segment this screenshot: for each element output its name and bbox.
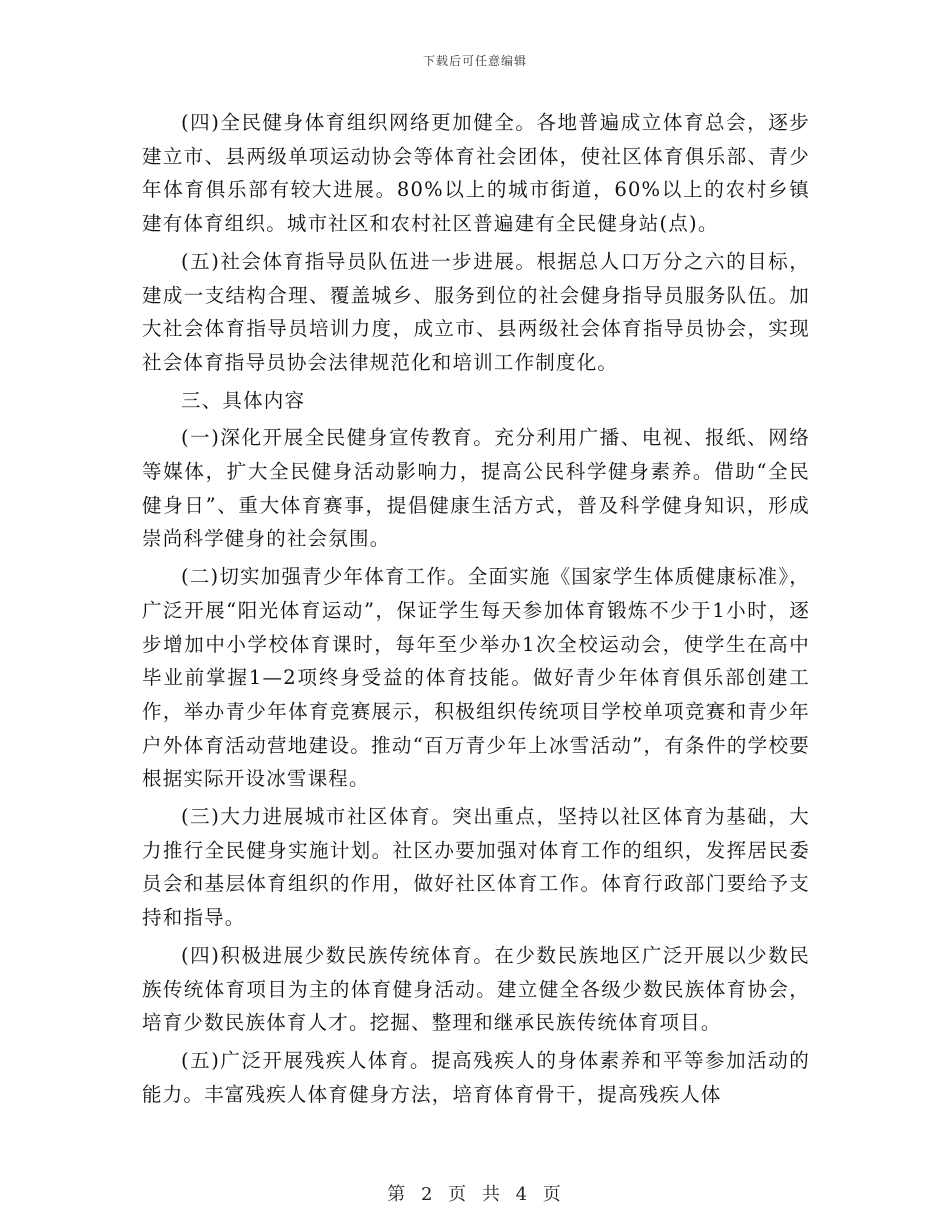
paragraph-content-3: (三)大力进展城市社区体育。突出重点，坚持以社区体育为基础，大力推行全民健身实施计划。社区办要加强对体育工作的组织，发挥居民委员会和基层体育组织的作用，做好社区体育工作。体育行政部门要给予支持和指导。 <box>142 805 810 930</box>
paragraph-content-1: (一)深化开展全民健身宣传教育。充分利用广播、电视、报纸、网络等媒体，扩大全民健身活动影响力，提高公民科学健身素养。借助“全民健身日”、重大体育赛事，提倡健康生活方式，普及科学健身知识，形成崇尚科学健身的社会氛围。 <box>142 426 810 551</box>
paragraph-content-5: (五)广泛开展残疾人体育。提高残疾人的身体素养和平等参加活动的能力。丰富残疾人体育健身方法，培育体育骨干，提高残疾人体 <box>142 1048 810 1106</box>
paragraph-goal-4: (四)全民健身体育组织网络更加健全。各地普遍成立体育总会，逐步建立市、县两级单项运动协会等体育社会团体，使社区体育俱乐部、青少年体育俱乐部有较大进展。80%以上的城市街道，60%以上的农村乡镇建有体育组织。城市社区和农村社区普遍建有全民健身站(点)。 <box>142 111 810 236</box>
page-footer: 第 2 页 共 4 页 <box>387 1184 563 1205</box>
paragraph-goal-5: (五)社会体育指导员队伍进一步进展。根据总人口万分之六的目标，建成一支结构合理、覆盖城乡、服务到位的社会健身指导员服务队伍。加大社会体育指导员培训力度，成立市、县两级社会体育指导员协会，实现社会体育指导员协会法律规范化和培训工作制度化。 <box>142 249 810 374</box>
paragraph-content-2: (二)切实加强青少年体育工作。全面实施《国家学生体质健康标准》，广泛开展“阳光体育运动”，保证学生每天参加体育锻炼不少于1小时，逐步增加中小学校体育课时，每年至少举办1次全校运动会，使学生在高中毕业前掌握1—2项终身受益的体育技能。做好青少年体育俱乐部创建工作，举办青少年体育竞赛展示，积极组织传统项目学校单项竞赛和青少年户外体育活动营地建设。推动“百万青少年上冰雪活动”，有条件的学校要根据实际开设冰雪课程。 <box>142 565 810 791</box>
paragraph-content-4: (四)积极进展少数民族传统体育。在少数民族地区广泛开展以少数民族传统体育项目为主的体育健身活动。建立健全各级少数民族体育协会，培育少数民族体育人才。挖掘、整理和继承民族传统体育项目。 <box>142 943 810 1035</box>
section-heading-specific-content: 三、具体内容 <box>181 388 306 412</box>
page-header: 下载后可任意编辑 <box>422 54 527 68</box>
document-body <box>142 106 810 1115</box>
